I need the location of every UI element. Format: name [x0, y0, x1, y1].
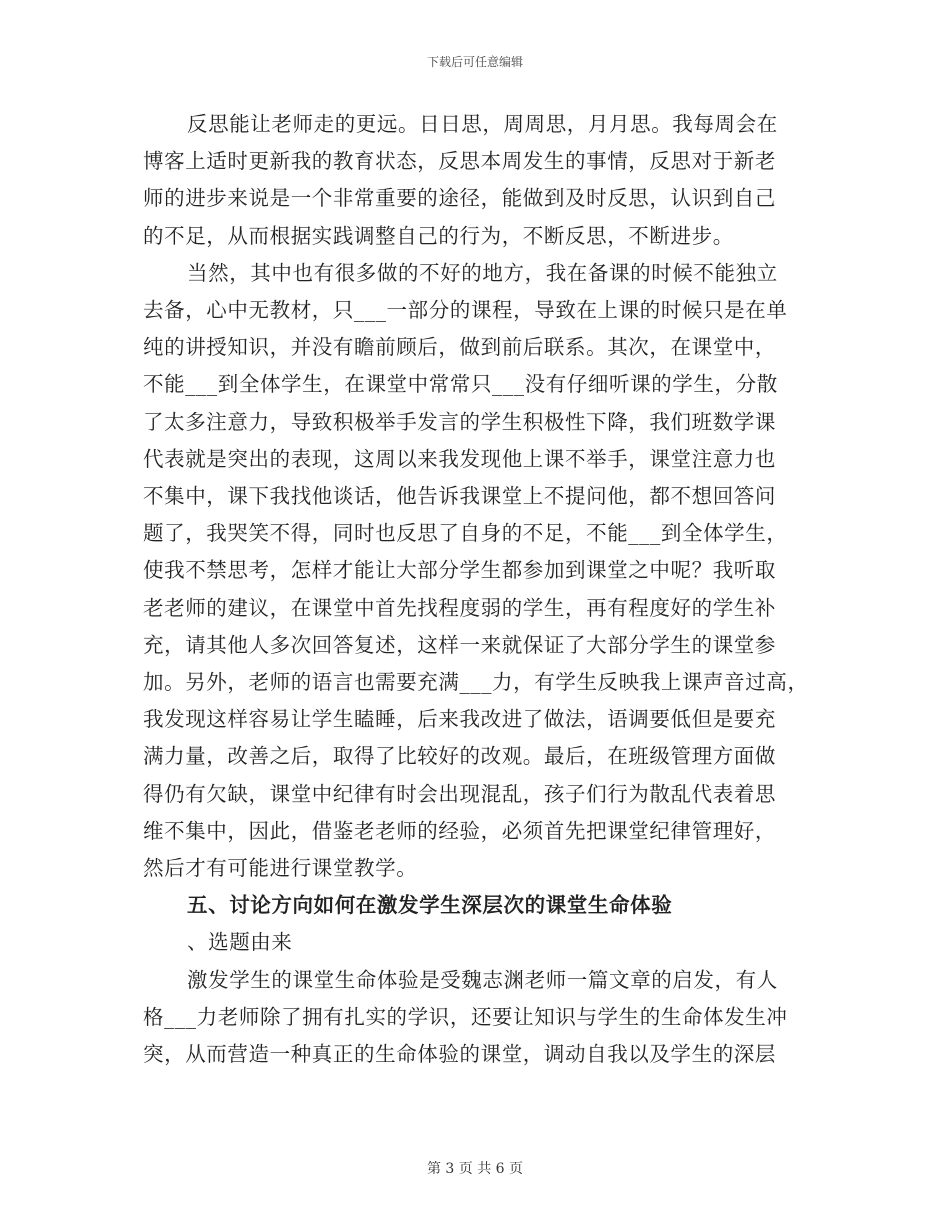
paragraph-line: 师的进步来说是一个非常重要的途径，能做到及时反思，认识到自己 — [143, 186, 776, 211]
subsection-heading: 、选题由来 — [187, 930, 293, 955]
paragraph-line: 然后才有可能进行课堂教学。 — [143, 856, 418, 881]
paragraph-line: 突，从而营造一种真正的生命体验的课堂，调动自我以及学生的深层 — [143, 1042, 776, 1067]
paragraph-line: 当然，其中也有很多做的不好的地方，我在备课的时候不能独立 — [187, 260, 778, 285]
paragraph-line: 博客上适时更新我的教育状态，反思本周发生的事情，反思对于新老 — [143, 149, 776, 174]
paragraph-line: 充，请其他人多次回答复述，这样一来就保证了大部分学生的课堂参 — [143, 632, 776, 657]
paragraph-line: 老老师的建议，在课堂中首先找程度弱的学生，再有程度好的学生补 — [143, 595, 776, 620]
paragraph-line: 不能___到全体学生，在课堂中常常只___没有仔细听课的学生，分散 — [143, 372, 778, 397]
paragraph-line: 了太多注意力，导致积极举手发言的学生积极性下降，我们班数学课 — [143, 409, 776, 434]
paragraph-line: 维不集中，因此，借鉴老老师的经验，必须首先把课堂纪律管理好， — [143, 818, 776, 843]
paragraph-line: 的不足，从而根据实践调整自己的行为，不断反思，不断进步。 — [143, 223, 734, 248]
page-number: 第 3 页 共 6 页 — [426, 1161, 524, 1177]
header-note: 下载后可任意编辑 — [426, 55, 523, 69]
paragraph-line: 格___力老师除了拥有扎实的学识，还要让知识与学生的生命体发生冲 — [143, 1004, 788, 1029]
paragraph-line: 我发现这样容易让学生瞌睡，后来我改进了做法，语调要低但是要充 — [143, 707, 776, 732]
document-body — [143, 106, 823, 1073]
paragraph-line: 去备，心中无教材，只___一部分的课程，导致在上课的时候只是在单 — [143, 298, 788, 323]
section-heading: 五、讨论方向如何在激发学生深层次的课堂生命体验 — [187, 893, 673, 918]
paragraph-line: 满力量，改善之后，取得了比较好的改观。最后，在班级管理方面做 — [143, 744, 776, 769]
paragraph-line: 反思能让老师走的更远。日日思，周周思，月月思。我每周会在 — [187, 112, 778, 136]
paragraph-line: 代表就是突出的表现，这周以来我发现他上课不举手，课堂注意力也 — [143, 446, 776, 471]
paragraph-line: 不集中，课下我找他谈话，他告诉我课堂上不提问他，都不想回答问 — [143, 484, 776, 509]
paragraph-line: 得仍有欠缺，课堂中纪律有时会出现混乱，孩子们行为散乱代表着思 — [143, 781, 776, 806]
paragraph-line: 使我不禁思考，怎样才能让大部分学生都参加到课堂之中呢？我听取 — [143, 558, 776, 583]
paragraph-line: 纯的讲授知识，并没有瞻前顾后，做到前后联系。其次，在课堂中， — [143, 335, 776, 360]
paragraph-line: 加。另外，老师的语言也需要充满___力，有学生反映我上课声音过高， — [143, 670, 809, 695]
paragraph-line: 激发学生的课堂生命体验是受魏志渊老师一篇文章的启发，有人 — [187, 967, 778, 992]
paragraph-line: 题了，我哭笑不得，同时也反思了自身的不足，不能___到全体学生， — [143, 521, 788, 546]
